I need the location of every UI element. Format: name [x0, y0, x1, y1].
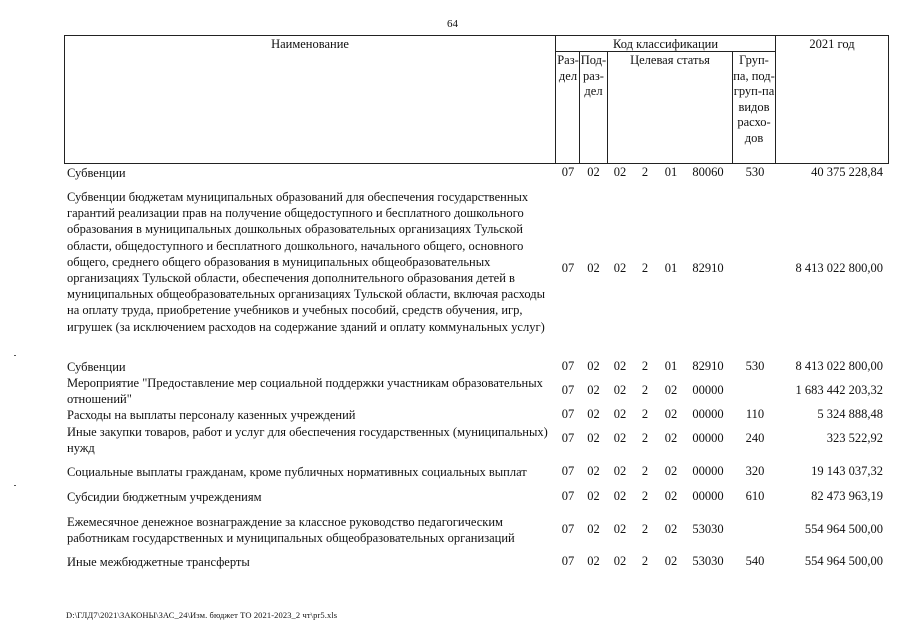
row-name: Субвенции бюджетам муниципальных образований для обеспечения государственных гарантий реализации прав на получение общедоступного и бесплатного дошкольного образования в муниципальных дошкольных образовательных организациях Тульской области, общедоступного и бесплатного дошкольного, начального общего, основного общего, среднего общего образования в муниципальных общеобразовательных организациях Тульской области, обеспечения дополнительного образования детей в муниципальных общеобразовательных организациях Тульской области, включая расходы на оплату труда, приобретение учебников и учебных пособий, средств обучения, игр, игрушек (за исключением расходов на содержание зданий и оплату коммунальных услуг) — [67, 190, 546, 334]
row-section: 07 — [561, 431, 575, 445]
row-amount: 554 964 500,00 — [804, 554, 883, 568]
row-section: 07 — [561, 165, 575, 179]
row-target-2: 2 — [641, 359, 649, 373]
row-target-4: 00000 — [692, 489, 724, 503]
row-amount: 323 522,92 — [826, 431, 883, 445]
row-target-4: 53030 — [692, 554, 724, 568]
row-subsection: 02 — [587, 383, 600, 397]
row-section: 07 — [561, 407, 575, 421]
row-section: 07 — [561, 359, 575, 373]
row-target-2: 2 — [641, 554, 649, 568]
row-target-3: 02 — [664, 489, 678, 503]
row-target-3: 02 — [664, 554, 678, 568]
row-target-1: 02 — [613, 431, 627, 445]
header-group: Груп-па, под-груп-па видов расхо-дов — [733, 53, 775, 145]
row-amount: 8 413 022 800,00 — [795, 359, 883, 373]
row-subsection: 02 — [587, 554, 600, 568]
row-target-3: 02 — [664, 431, 678, 445]
header-target: Целевая статья — [630, 53, 710, 67]
row-subsection: 02 — [587, 165, 600, 179]
page-number: 64 — [447, 18, 458, 30]
row-target-2: 2 — [641, 464, 649, 478]
row-group: 530 — [745, 165, 765, 179]
row-target-4: 53030 — [692, 522, 724, 536]
row-group: 610 — [745, 489, 765, 503]
file-path-footer: D:\ГЛД7\2021\ЗАКОНЫ\ЗАС_24\Изм. бюджет ТО 2021-2023_2 чт\pr5.xls — [66, 610, 338, 620]
row-target-4: 00000 — [692, 464, 724, 478]
row-subsection: 02 — [587, 407, 600, 421]
row-section: 07 — [561, 522, 575, 536]
header-subsection: Под-раз-дел — [580, 53, 607, 98]
row-target-4: 80060 — [692, 165, 724, 179]
row-target-4: 00000 — [692, 383, 724, 397]
row-amount: 8 413 022 800,00 — [795, 261, 883, 275]
row-name: Ежемесячное денежное вознаграждение за классное руководство педагогическим работникам государственных и муниципальных общеобразовательных организаций — [67, 515, 515, 546]
row-target-4: 00000 — [692, 407, 724, 421]
row-amount: 40 375 228,84 — [811, 165, 883, 179]
row-section: 07 — [561, 383, 575, 397]
row-section: 07 — [561, 554, 575, 568]
row-target-3: 02 — [664, 407, 678, 421]
row-target-2: 2 — [641, 431, 649, 445]
row-group: 240 — [745, 431, 765, 445]
row-amount: 5 324 888,48 — [817, 407, 883, 421]
row-name: Расходы на выплаты персоналу казенных учреждений — [67, 408, 356, 422]
row-name: Мероприятие "Предоставление мер социальной поддержки участникам образовательных отношений" — [67, 376, 543, 407]
row-target-3: 01 — [664, 359, 678, 373]
row-target-3: 01 — [664, 165, 678, 179]
row-target-2: 2 — [641, 261, 649, 275]
row-amount: 82 473 963,19 — [811, 489, 883, 503]
row-subsection: 02 — [587, 431, 600, 445]
row-target-1: 02 — [613, 464, 627, 478]
row-target-1: 02 — [613, 407, 627, 421]
row-target-2: 2 — [641, 383, 649, 397]
row-subsection: 02 — [587, 464, 600, 478]
row-target-1: 02 — [613, 522, 627, 536]
header-year: 2021 год — [809, 37, 855, 51]
row-target-2: 2 — [641, 407, 649, 421]
scan-mark — [14, 485, 16, 486]
row-target-1: 02 — [613, 383, 627, 397]
row-target-4: 82910 — [692, 359, 724, 373]
row-target-1: 02 — [613, 554, 627, 568]
row-target-1: 02 — [613, 489, 627, 503]
row-group: 540 — [745, 554, 765, 568]
header-section: Раз-дел — [557, 53, 579, 83]
row-target-3: 02 — [664, 522, 678, 536]
row-amount: 19 143 037,32 — [811, 464, 883, 478]
row-target-3: 02 — [664, 383, 678, 397]
scan-mark — [14, 355, 16, 356]
row-name: Иные межбюджетные трансферты — [67, 555, 250, 569]
row-subsection: 02 — [587, 261, 600, 275]
row-group: 320 — [745, 464, 765, 478]
row-target-3: 02 — [664, 464, 678, 478]
row-section: 07 — [561, 464, 575, 478]
row-section: 07 — [561, 261, 575, 275]
row-target-2: 2 — [641, 522, 649, 536]
row-target-1: 02 — [613, 359, 627, 373]
row-target-3: 01 — [664, 261, 678, 275]
row-target-2: 2 — [641, 165, 649, 179]
row-subsection: 02 — [587, 359, 600, 373]
header-name: Наименование — [271, 37, 349, 51]
row-name: Субвенции — [67, 166, 126, 180]
row-amount: 554 964 500,00 — [804, 522, 883, 536]
row-target-4: 82910 — [692, 261, 724, 275]
row-target-1: 02 — [613, 261, 627, 275]
row-subsection: 02 — [587, 489, 600, 503]
row-subsection: 02 — [587, 522, 600, 536]
row-target-1: 02 — [613, 165, 627, 179]
row-target-4: 00000 — [692, 431, 724, 445]
row-target-2: 2 — [641, 489, 649, 503]
header-code: Код классификации — [612, 37, 719, 51]
row-name: Субсидии бюджетным учреждениям — [67, 490, 262, 504]
row-amount: 1 683 442 203,32 — [795, 383, 883, 397]
row-section: 07 — [561, 489, 575, 503]
row-group: 530 — [745, 359, 765, 373]
row-name: Социальные выплаты гражданам, кроме публичных нормативных социальных выплат — [67, 465, 527, 479]
row-name: Субвенции — [67, 360, 126, 374]
row-name: Иные закупки товаров, работ и услуг для обеспечения государственных (муниципальных) нужд — [67, 425, 548, 456]
row-group: 110 — [745, 407, 765, 421]
